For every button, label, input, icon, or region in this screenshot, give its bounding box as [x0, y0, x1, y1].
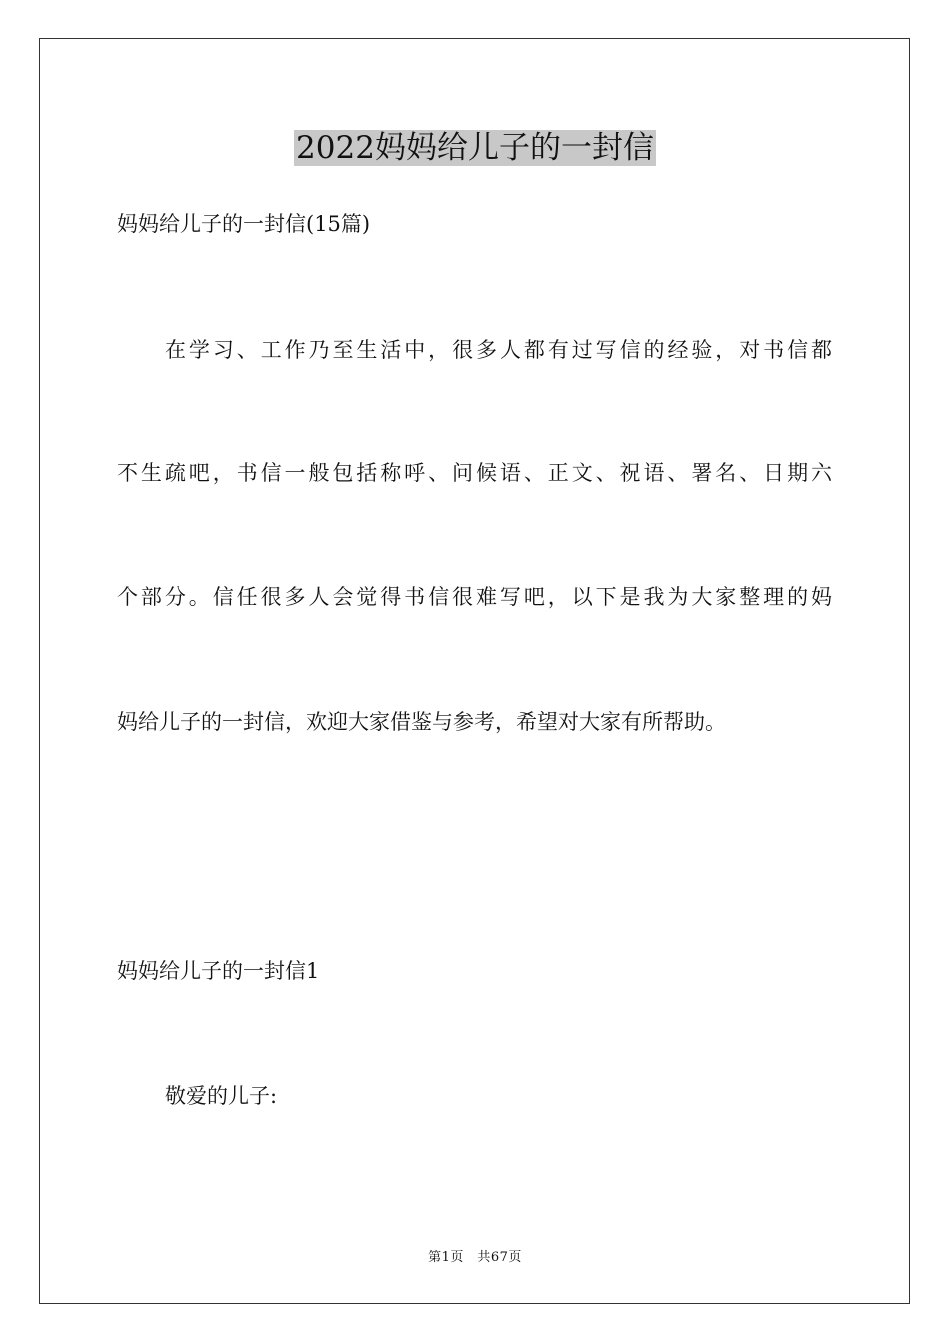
page-footer: 第1页 共67页 [428, 1250, 522, 1265]
intro-line: 妈给儿子的一封信，欢迎大家借鉴与参考，希望对大家有所帮助。 [117, 710, 726, 734]
intro-line: 不生疏吧，书信一般包括称呼、问候语、正文、祝语、署名、日期六 [117, 461, 832, 485]
salutation: 敬爱的儿子: [165, 1084, 278, 1108]
document-title [0, 128, 950, 168]
intro-line: 个部分。信任很多人会觉得书信很难写吧，以下是我为大家整理的妈 [117, 585, 832, 609]
section-heading: 妈妈给儿子的一封信1 [117, 959, 320, 983]
document-subtitle: 妈妈给儿子的一封信(15篇) [117, 212, 371, 236]
document-title-text: 2022妈妈给儿子的一封信 [296, 130, 654, 166]
intro-line: 在学习、工作乃至生活中，很多人都有过写信的经验，对书信都 [165, 338, 832, 362]
